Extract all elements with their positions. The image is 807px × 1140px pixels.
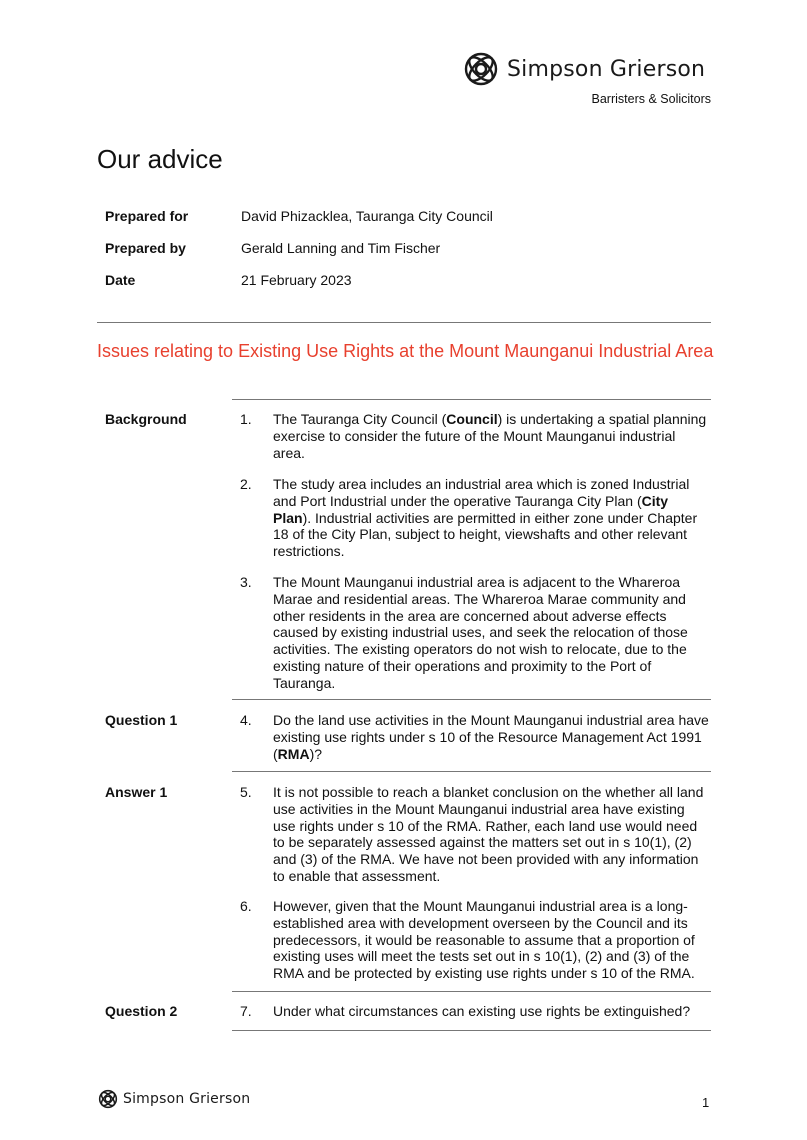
paragraph-text: However, given that the Mount Maunganui industrial area is a long-established area with development overseen by the Council and its predecessors, it would be reasonable to assume that a proportion of existing uses will meet the tests set out in s 10(1), (2) and (3) of the RMA and be protected by existing use rights under s 10 of the RMA. — [273, 898, 695, 982]
meta-row-prepared-for — [105, 200, 493, 232]
paragraph-number: 3. — [240, 574, 252, 590]
paragraph-text — [273, 476, 710, 560]
paragraph-3 — [240, 574, 710, 692]
paragraph-2 — [240, 476, 710, 560]
paragraph-number: 1. — [240, 411, 252, 427]
section-heading: Issues relating to Existing Use Rights at the Mount Maunganui Industrial Area — [97, 341, 714, 361]
footer-logo — [98, 1089, 250, 1109]
block-label-question-2: Question 2 — [105, 1003, 178, 1019]
divider — [232, 771, 711, 772]
divider — [97, 322, 711, 323]
paragraph-number: 5. — [240, 784, 252, 800]
footer-firm-name: Simpson Grierson — [123, 1091, 251, 1107]
interlaced-circles-logo-icon — [463, 51, 499, 87]
defined-term: Council — [446, 411, 498, 427]
divider — [232, 1030, 711, 1031]
paragraph-number: 6. — [240, 898, 252, 914]
paragraph-text: It is not possible to reach a blanket conclusion on the whether all land use activities in the Mount Maunganui industrial area have existing use rights under s 10 of the RMA. Rather, each land use would need to be separately assessed against the matters set out in s 10(1), (2) and (3) of the RMA. We have not been provided with any information to enable that assessment. — [273, 784, 704, 884]
meta-row-prepared-by — [105, 232, 493, 264]
text-span: The study area includes an industrial area which is zoned Industrial and Port Industrial under the operative Tauranga City Plan ( — [273, 476, 690, 509]
defined-term: RMA — [277, 745, 310, 762]
block-label-question-1: Question 1 — [105, 712, 178, 728]
paragraph-number: 7. — [240, 1003, 252, 1019]
firm-tagline: Barristers & Solicitors — [591, 92, 711, 106]
document-meta — [105, 200, 493, 296]
divider — [232, 699, 711, 700]
defined-term: City Plan — [273, 492, 669, 526]
meta-value: David Phizacklea, Tauranga City Council — [241, 208, 493, 224]
firm-name: Simpson Grierson — [507, 56, 706, 82]
meta-value: Gerald Lanning and Tim Fischer — [241, 240, 441, 256]
divider — [232, 991, 711, 992]
paragraph-7 — [240, 1003, 710, 1020]
meta-label: Prepared by — [105, 240, 186, 256]
interlaced-circles-logo-icon — [98, 1089, 118, 1109]
text-span: ). Industrial activities are permitted in either zone under Chapter 18 of the City Plan, subject to height, viewshafts and other relevant restrictions. — [273, 509, 698, 560]
block-label-background: Background — [105, 411, 187, 427]
paragraph-5 — [240, 784, 710, 885]
meta-label: Prepared for — [105, 208, 189, 224]
paragraph-6 — [240, 898, 710, 982]
header-logo — [463, 51, 705, 87]
paragraph-text — [273, 411, 710, 461]
paragraph-text: The Mount Maunganui industrial area is adjacent to the Whareroa Marae and residential areas. The Whareroa Marae community and other residents in the area are concerned about adverse effects caused by existing industrial uses, and seek the relocation of those activities. The existing operators do not wish to relocate, due to the existing nature of their operations and proximity to the Port of Tauranga. — [273, 574, 688, 691]
meta-label: Date — [105, 272, 136, 288]
meta-value: 21 February 2023 — [241, 272, 352, 288]
block-label-answer-1: Answer 1 — [105, 784, 168, 800]
page-title: Our advice — [97, 144, 223, 174]
meta-row-date — [105, 264, 493, 296]
paragraph-1 — [240, 411, 710, 461]
paragraph-4 — [240, 712, 710, 762]
page-number: 1 — [702, 1095, 710, 1110]
text-span: )? — [309, 745, 323, 762]
paragraph-number: 4. — [240, 712, 252, 728]
paragraph-number: 2. — [240, 476, 252, 492]
text-span: Do the land use activities in the Mount Maunganui industrial area have existing use rights under s 10 of the Resource Management Act 1991 ( — [273, 712, 709, 762]
text-span: The Tauranga City Council ( — [273, 411, 447, 427]
paragraph-text — [273, 712, 710, 762]
divider — [232, 399, 711, 400]
paragraph-text: Under what circumstances can existing use rights be extinguished? — [273, 1003, 691, 1019]
text-span: ) is undertaking a spatial planning exercise to consider the future of the Mount Maunganui industrial area. — [273, 411, 707, 461]
